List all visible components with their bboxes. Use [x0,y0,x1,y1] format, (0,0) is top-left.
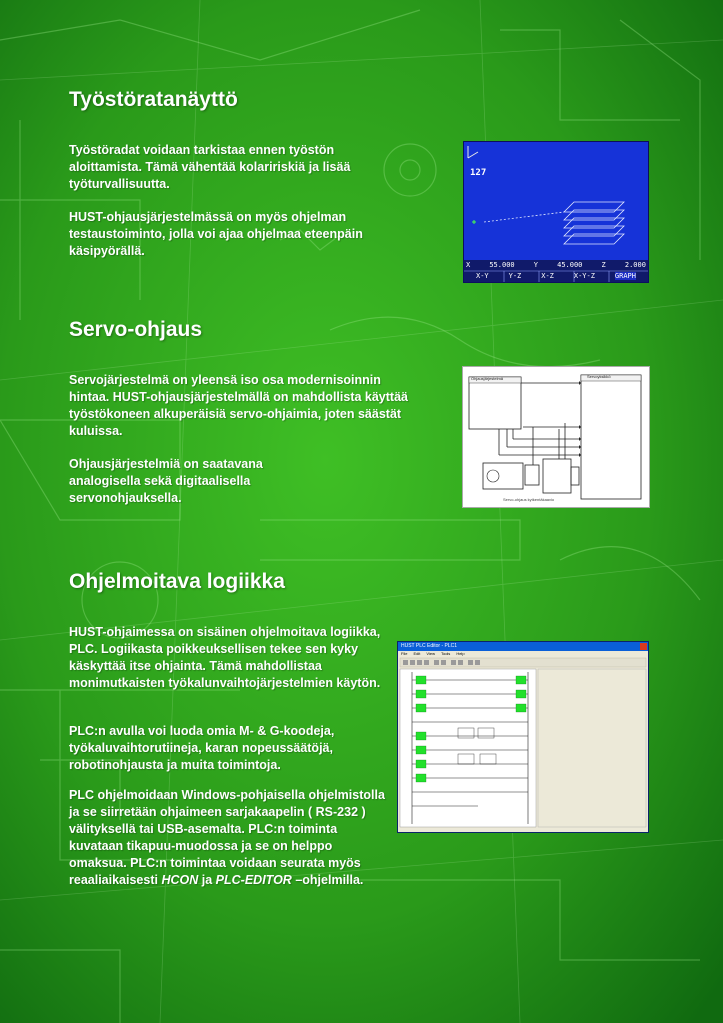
plc-paragraph-1: HUST-ohjaimessa on sisäinen ohjelmoitava logiikka, PLC. Logiikasta poikkeuksellisen tekee sen kyky käskyttää itse ohjainta. Tämä mahdollistaa monimutkaisten työkalunvaihtojärjestelmien käytön. [69,625,381,690]
menu-file[interactable]: File [401,651,408,656]
servo-paragraph-1: Servojärjestelmä on yleensä iso osa modernisoinnin hintaa. HUST-ohjausjärjestelmällä on mahdollista käyttää työstökoneen alkuperäisiä servo-ohjaimia, joten säästät kuluissa. [69,373,408,438]
status-y-label: Y [533,261,538,269]
status-z-label: Z [601,261,606,269]
menu-tools[interactable]: Tools [440,651,451,656]
toolpath-paragraph-1: Työstöradat voidaan tarkistaa ennen työstön aloittamista. Tämä vähentää kolaririskiä ja lisää työturvallisuutta. [69,143,351,191]
softkey-yz[interactable]: Y-Z [508,272,522,280]
plc-editor-software-name: PLC-EDITOR [215,873,292,887]
diagram-left-title: Ohjausjärjestelmä [471,376,504,381]
toolpath-paragraph-2: HUST-ohjausjärjestelmässä on myös ohjelman testaustoiminto, jolla voi ajaa ohjelmaa eteenpäin käsipyörällä. [69,210,363,258]
servo-wiring-diagram [462,366,650,508]
softkey-xyz[interactable]: X-Y-Z [573,272,595,280]
status-y-value: 45.000 [557,261,583,269]
section-title-servo: Servo-ohjaus [69,318,203,341]
hcon-software-name: HCON [161,873,199,887]
diagram-right-title: Servoyksikkö [587,374,611,379]
section-title-plc: Ohjelmoitava logiikka [69,570,285,593]
softkey-xy[interactable]: X-Y [475,272,489,280]
plc-paragraph-3-and: ja [201,873,213,887]
plc-paragraph-2: PLC:n avulla voi luoda omia M- & G-koodeja, työkaluvaihtorutiineja, karan nopeussäätöjä, robotinohjausta ja muita toimintoja. [69,724,335,772]
cnc-graph-screenshot [463,141,649,283]
plc-paragraph-3-end: –ohjelmilla. [295,873,364,887]
softkey-graph[interactable]: GRAPH [614,272,636,280]
softkey-xz[interactable]: X-Z [541,272,554,280]
plc-paragraph-3 [69,787,389,889]
plc-window-title: HUST PLC Editor - PLC1 [401,643,458,649]
status-z-value: 2.000 [624,261,646,269]
status-x-label: X [466,261,471,269]
menu-edit[interactable]: Edit [413,651,421,656]
section-title-toolpath: Työstöratanäyttö [69,88,238,111]
menu-view[interactable]: View [426,651,435,656]
servo-paragraph-2: Ohjausjärjestelmiä on saatavana analogisella sekä digitaalisella servonohjauksella. [69,457,263,505]
cnc-readout: 127 [470,168,487,178]
ladder-diagram [398,642,648,832]
menu-help[interactable]: Help [456,651,465,656]
plc-paragraph-3-text: PLC ohjelmoidaan Windows-pohjaisella ohjelmistolla ja se siirretään ohjaimeen sarjakaapelin ( RS-232 ) välityksellä tai USB-asemalta. PLC:n toiminta kuvataan tikapuu-muodossa ja se on helppo omaksua. PLC:n toimintaa voidaan seurata myös reaaliaikaisesti [69,788,385,887]
wiring-diagram-graphic [463,367,649,507]
diagram-caption: Servo-ohjaus kytkentäkaavio [503,497,555,502]
cnc-status-row [466,261,646,269]
status-x-value: 55.000 [489,261,515,269]
cnc-softkeys [466,272,646,280]
plc-editor-screenshot [397,641,649,833]
